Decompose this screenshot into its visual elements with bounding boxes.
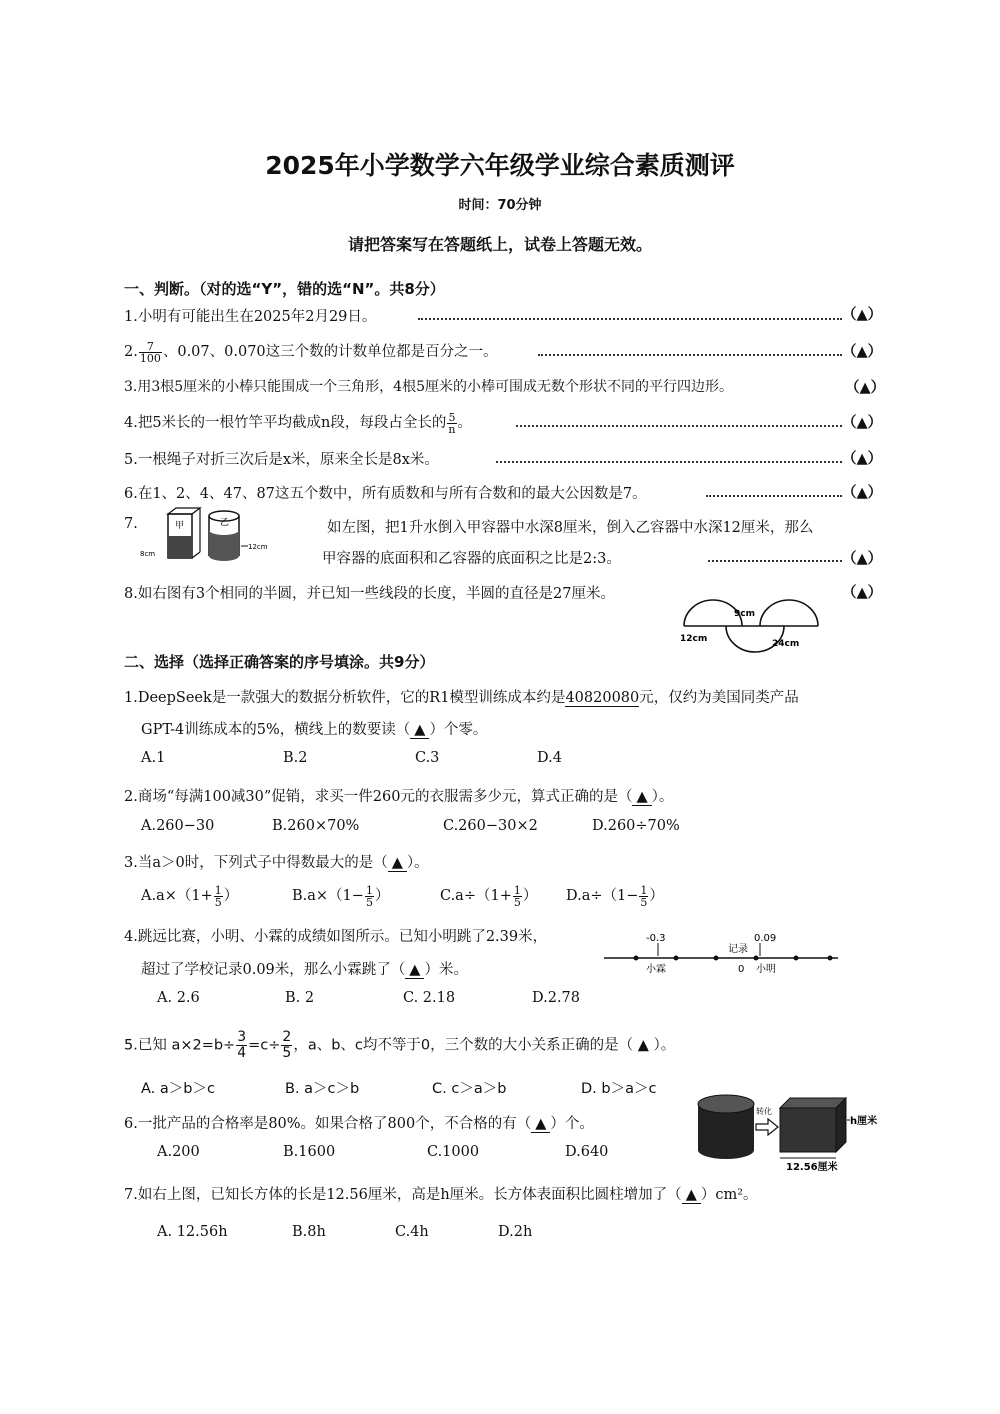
container-yi [209, 511, 268, 561]
label-record: 记录 [728, 944, 748, 955]
judge-q2: 2. $\frac{7}{100}$ 、0.07、0.070这三个数的计数单位都是百分之一。 [124, 339, 498, 365]
label-pos: 0.09 [754, 933, 777, 944]
option-a: A.260−30 [141, 818, 215, 834]
label-length: 12.56厘米 [786, 1162, 838, 1173]
choice-q6: 6.一批产品的合格率是80%。如果合格了800个，不合格的有（ ▲ ）个。 [124, 1116, 594, 1132]
label-h: h厘米 [850, 1116, 878, 1127]
answer-mark: （▲） [842, 343, 883, 360]
number-line-figure [600, 926, 840, 980]
option-c: C. c＞a＞b [432, 1081, 507, 1097]
leader-dots [516, 425, 842, 427]
option-c: C.4h [395, 1224, 429, 1240]
containers-figure [140, 506, 272, 566]
option-d: D.640 [565, 1144, 609, 1160]
leader-dots [538, 354, 842, 356]
exam-notice: 请把答案写在答题纸上，试卷上答题无效。 [347, 235, 652, 254]
answer-mark: （▲） [842, 306, 883, 323]
option-a: A. 12.56h [157, 1224, 228, 1240]
label-ming: 小明 [756, 964, 776, 975]
option-d: D.2h [498, 1224, 533, 1240]
leader-dots [708, 560, 842, 562]
container-jia [140, 508, 200, 558]
leader-dots [418, 318, 842, 320]
option-d: D.4 [537, 750, 562, 766]
section1-heading: 一、判断。（对的选“Y”，错的选“N”。共8分） [124, 280, 445, 298]
option-d: D.a÷（1− $\frac{1}{5}$ ） [566, 883, 664, 909]
answer-mark: （▲） [842, 414, 883, 431]
option-a: A.200 [157, 1144, 200, 1160]
judge-q4: 4.把5米长的一根竹竿平均截成n段，每段占全长的 $\frac{5}{n}$ 。 [124, 410, 472, 436]
label-24cm: 24cm [772, 639, 800, 649]
choice-q5: 5.已知 a×2=b÷ $\frac{3}{4}$ =c÷ $\frac{2}{5}$ ，a、b、c均不等于0，三个数的大小关系正确的是（ ▲ ）。 [124, 1029, 676, 1061]
option-d: D.260÷70% [592, 818, 680, 834]
cuboid [780, 1098, 846, 1152]
label-neg: -0.3 [646, 933, 666, 944]
judge-q7-line2: 甲容器的底面积和乙容器的底面积之比是2:3。 [322, 551, 621, 567]
underlined-number: 40820080 [565, 690, 640, 706]
judge-q7-number: 7. [124, 516, 138, 532]
answer-blank: ▲ [531, 1116, 550, 1133]
option-c: C.1000 [427, 1144, 480, 1160]
semicircles-figure [676, 596, 826, 658]
option-b: B. 2 [285, 990, 315, 1006]
cylinder [698, 1095, 754, 1159]
label-yi: 乙 [220, 518, 230, 528]
option-c: C. 2.18 [403, 990, 456, 1006]
leader-dots [496, 461, 842, 463]
fraction: $\frac{1}{5}$ [513, 883, 521, 909]
fraction: $\frac{7}{100}$ [139, 339, 161, 365]
option-c: C.3 [415, 750, 440, 766]
judge-q8: 8.如右图有3个相同的半圆，并已知一些线段的长度，半圆的直径是27厘米。 [124, 586, 616, 602]
fraction: $\frac{2}{5}$ [282, 1029, 292, 1061]
answer-blank: ▲ [632, 789, 651, 806]
label-9cm: 9cm [734, 609, 755, 619]
option-b: B.2 [283, 750, 308, 766]
option-a: A. 2.6 [157, 990, 200, 1006]
label-12cm: 12cm [680, 634, 708, 644]
answer-mark: （▲） [842, 450, 883, 467]
option-d: D. b＞a＞c [581, 1081, 657, 1097]
judge-q3: 3.用3根5厘米的小棒只能围成一个三角形，4根5厘米的小棒可围成无数个形状不同的平行四边形。 [124, 379, 733, 395]
label-jia: 甲 [175, 521, 185, 531]
option-d: D.2.78 [532, 990, 581, 1006]
judge-q5: 5.一根绳子对折三次后是x米，原来全长是8x米。 [124, 452, 439, 468]
option-c: C.a÷（1+ $\frac{1}{5}$ ） [440, 883, 538, 909]
judge-q1: 1.小明有可能出生在2025年2月29日。 [124, 309, 377, 325]
label-8cm: 8cm [140, 550, 156, 558]
option-b: B. a＞c＞b [285, 1081, 360, 1097]
answer-blank: ▲ [410, 722, 429, 739]
judge-q6: 6.在1、2、4、47、87这五个数中，所有质数和与所有合数和的最大公因数是7。 [124, 486, 647, 502]
exam-time: 时间：70分钟 [458, 198, 542, 213]
leader-dots [706, 495, 842, 497]
answer-mark: （▲） [842, 584, 883, 601]
option-b: B.260×70% [272, 818, 360, 834]
page-title: 2025年小学数学六年级学业综合素质测评 [265, 151, 735, 180]
section2-heading: 二、选择（选择正确答案的序号填涂。共9分） [124, 653, 435, 671]
choice-q1-line1: 1.DeepSeek是一款强大的数据分析软件，它的R1模型训练成本约是40820080元，仅约为美国同类产品 [124, 690, 799, 706]
option-a: A.a×（1+ $\frac{1}{5}$ ） [141, 883, 239, 909]
choice-q3: 3.当a＞0时，下列式子中得数最大的是（ ▲ ）。 [124, 855, 429, 871]
option-b: B.8h [292, 1224, 326, 1240]
fraction: $\frac{1}{5}$ [640, 883, 648, 909]
option-a: A.1 [141, 750, 166, 766]
arrow-icon [756, 1119, 778, 1135]
fraction: $\frac{5}{n}$ [448, 410, 456, 436]
choice-q2: 2.商场“每满100减30”促销，求买一件260元的衣服需多少元，算式正确的是（ ▲ ）。 [124, 789, 674, 805]
answer-mark: （▲） [842, 550, 883, 567]
fraction: $\frac{1}{5}$ [214, 883, 222, 909]
choice-q4-line1: 4.跳远比赛，小明、小霖的成绩如图所示。已知小明跳了2.39米， [124, 929, 548, 945]
option-a: A. a＞b＞c [141, 1081, 215, 1097]
label-lin: 小霖 [646, 964, 666, 975]
answer-mark: （▲） [842, 484, 883, 501]
judge-q7-line1: 如左图，把1升水倒入甲容器中水深8厘米，倒入乙容器中水深12厘米，那么 [327, 520, 814, 536]
answer-blank: ▲ [682, 1187, 701, 1204]
option-c: C.260−30×2 [443, 818, 538, 834]
choice-q1-line2: GPT-4训练成本的5%，横线上的数要读（ ▲ ）个零。 [141, 722, 488, 738]
fraction: $\frac{3}{4}$ [237, 1029, 247, 1061]
label-12cm: 12cm [248, 543, 268, 551]
label-zero: 0 [738, 964, 745, 975]
fraction: $\frac{1}{5}$ [365, 883, 373, 909]
option-b: B.1600 [283, 1144, 336, 1160]
answer-mark: （▲） [845, 379, 886, 396]
choice-q7: 7.如右上图，已知长方体的长是12.56厘米，高是h厘米。长方体表面积比圆柱增加了（ ▲ ）cm²。 [124, 1187, 758, 1203]
choice-q4-line2: 超过了学校记录0.09米，那么小霖跳了（ ▲ ）米。 [141, 962, 468, 978]
option-b: B.a×（1− $\frac{1}{5}$ ） [292, 883, 390, 909]
answer-blank: ▲ [405, 962, 424, 979]
answer-blank: ▲ [388, 855, 407, 872]
label-convert: 转化 [756, 1107, 772, 1116]
cylinder-to-cuboid-figure [690, 1092, 890, 1174]
